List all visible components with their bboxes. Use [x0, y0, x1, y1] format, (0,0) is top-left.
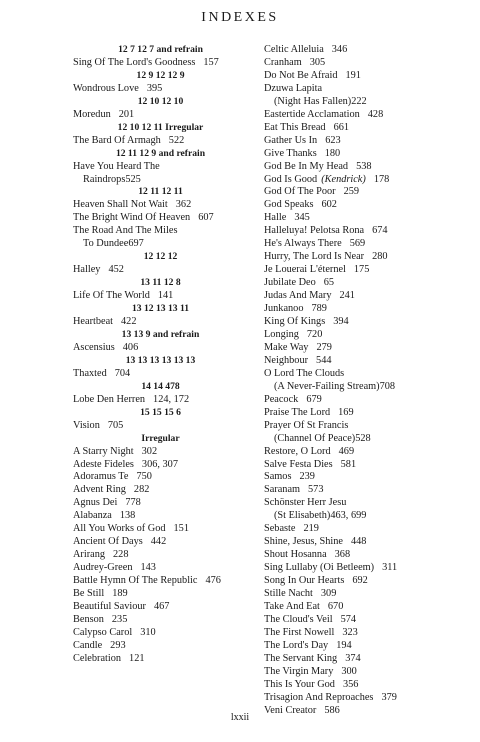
tune-name: Salve Festa Dies — [264, 458, 333, 470]
meter-heading: 13 12 13 13 11 — [131, 303, 190, 315]
index-entry — [73, 199, 273, 212]
index-entry — [264, 459, 474, 472]
tune-name: Eat This Bread — [264, 121, 326, 133]
index-entry — [264, 161, 474, 174]
index-entry — [73, 225, 273, 238]
tune-name: The Cloud's Veil — [264, 613, 333, 625]
hymn-number: 280 — [372, 251, 388, 263]
hymn-number: 305 — [309, 56, 326, 68]
hymn-number: 406 — [122, 341, 139, 353]
hymn-number: 661 — [333, 121, 350, 133]
index-entry — [264, 588, 474, 601]
index-entry — [73, 588, 273, 601]
tune-name: God Speaks — [264, 199, 314, 211]
hymn-number: 789 — [311, 303, 327, 315]
index-column-left — [73, 44, 273, 666]
hymn-number: 602 — [321, 199, 337, 211]
index-entry — [73, 394, 273, 407]
index-entry — [73, 316, 273, 329]
hymn-number: 310 — [140, 626, 156, 638]
hymn-number: 442 — [150, 536, 167, 548]
tune-name: Calypso Carol — [73, 626, 133, 638]
hymn-number: 239 — [299, 471, 315, 483]
meter-heading: 12 7 12 7 and refrain — [118, 44, 203, 55]
hymn-number: 345 — [294, 212, 310, 224]
hymn-number: 189 — [112, 588, 128, 600]
tune-name: The Lord's Day — [264, 639, 329, 651]
meter-heading: 15 15 15 6 — [140, 406, 181, 418]
hymn-number: 228 — [113, 549, 129, 561]
hymn-number: 362 — [175, 199, 192, 211]
hymn-number: 697 — [128, 238, 144, 250]
index-entry — [264, 148, 474, 161]
tune-name: God Be In My Head — [264, 160, 349, 172]
hymn-number: 574 — [340, 613, 357, 625]
hymn-number: 394 — [333, 316, 349, 328]
hymn-number: 302 — [141, 445, 158, 457]
hymn-number: 522 — [168, 134, 185, 146]
hymn-number: 581 — [340, 458, 357, 470]
hymn-number: 569 — [349, 238, 366, 250]
hymn-number: 175 — [353, 264, 370, 276]
meter-heading: 12 12 12 — [143, 251, 178, 263]
index-entry — [73, 601, 273, 614]
index-entry — [264, 627, 474, 640]
tune-name: Schönster Herr Jesu — [264, 497, 347, 509]
hymn-number: 282 — [133, 484, 150, 496]
hymn-number: 428 — [367, 108, 384, 120]
tune-name: Halleluya! Pelotsa Rona — [264, 225, 365, 237]
index-column-right — [264, 44, 474, 718]
index-entry — [73, 614, 273, 627]
tune-qualifier: (Kendrick) — [321, 173, 366, 185]
index-entry — [73, 562, 273, 575]
index-entry — [264, 238, 474, 251]
tune-name: Heaven Shall Not Wait — [73, 199, 168, 211]
tune-name: Praise The Lord — [264, 406, 331, 418]
tune-name: Candle — [73, 639, 103, 651]
meter-heading: 13 11 12 8 — [140, 277, 181, 289]
tune-name: Give Thanks — [264, 147, 317, 159]
index-entry — [264, 653, 474, 666]
index-entry — [264, 342, 474, 355]
hymn-number: 65 — [323, 277, 335, 289]
index-entry — [264, 523, 474, 536]
meter-heading: 12 11 12 9 and refrain — [115, 147, 206, 159]
tune-name: Cranham — [264, 56, 302, 68]
index-entry — [264, 497, 474, 510]
index-entry — [264, 290, 474, 303]
hymn-number: 259 — [343, 186, 360, 198]
tune-name: Battle Hymn Of The Republic — [73, 575, 198, 587]
tune-name: Beautiful Saviour — [73, 600, 146, 612]
index-entry — [73, 161, 273, 174]
index-entry — [73, 471, 273, 484]
hymn-number: 422 — [121, 316, 137, 328]
tune-name: Eastertide Acclamation — [264, 108, 360, 120]
tune-name: Have You Heard The — [73, 160, 160, 172]
hymn-number: 124, 172 — [153, 393, 190, 405]
hymn-number: 476 — [205, 575, 221, 587]
tune-name: Wondrous Love — [73, 82, 139, 94]
tune-name: Trisagion And Reproaches — [264, 691, 374, 703]
tune-name: Neighbour — [264, 354, 309, 366]
index-entry — [73, 109, 273, 122]
tune-name: God Is Good — [264, 173, 318, 185]
index-entry-continuation — [264, 96, 474, 109]
tune-name: Ascensius — [73, 341, 115, 353]
tune-name: The First Nowell — [264, 626, 335, 638]
index-entry — [264, 122, 474, 135]
tune-name: (A Never-Failing Stream) — [274, 380, 380, 392]
hymn-number: 191 — [345, 69, 361, 81]
tune-name: Adeste Fideles — [73, 458, 134, 470]
index-entry — [73, 536, 273, 549]
hymn-number: 720 — [306, 328, 323, 340]
index-entry — [73, 135, 273, 148]
index-entry — [264, 316, 474, 329]
page-title: INDEXES — [201, 10, 279, 25]
index-entry — [264, 679, 474, 692]
tune-name: Prayer Of St Francis — [264, 419, 349, 431]
hymn-number: 219 — [303, 523, 319, 535]
tune-name: Moredun — [73, 108, 111, 120]
index-entry — [73, 420, 273, 433]
index-entry — [73, 368, 273, 381]
hymn-number: 528 — [355, 432, 371, 444]
tune-name: Audrey-Green — [73, 562, 133, 574]
tune-name: Sebaste — [264, 523, 296, 535]
tune-name: The Servant King — [264, 652, 338, 664]
tune-name: A Starry Night — [73, 445, 134, 457]
index-entry — [264, 264, 474, 277]
hymn-number: 452 — [108, 264, 124, 276]
index-entry-continuation — [73, 174, 273, 187]
tune-name: Benson — [73, 613, 104, 625]
hymn-number: 374 — [345, 652, 361, 664]
tune-name: Lobe Den Herren — [73, 393, 146, 405]
index-entry — [264, 174, 474, 187]
tune-name: Do Not Be Afraid — [264, 69, 338, 81]
tune-name: Hurry, The Lord Is Near — [264, 251, 365, 263]
index-entry — [73, 653, 273, 666]
tune-name: To Dundee — [83, 238, 129, 250]
hymn-number: 674 — [372, 225, 388, 237]
hymn-number: 151 — [173, 523, 189, 535]
meter-heading: 12 9 12 12 9 — [136, 69, 185, 81]
hymn-number: 778 — [125, 497, 141, 509]
tune-name: (Night Has Fallen) — [274, 95, 352, 107]
hymn-number: 750 — [136, 471, 152, 483]
tune-name: Arirang — [73, 549, 106, 561]
hymn-number: 586 — [324, 704, 340, 716]
tune-name: Be Still — [73, 588, 105, 600]
hymn-number: 573 — [308, 484, 324, 496]
index-entry — [264, 225, 474, 238]
index-entry — [264, 303, 474, 316]
tune-name: Shine, Jesus, Shine — [264, 536, 343, 548]
meter-heading: Irregular — [141, 432, 180, 444]
hymn-number: 538 — [356, 160, 372, 172]
index-entry — [73, 264, 273, 277]
hymn-number: 235 — [111, 613, 128, 625]
index-entry — [264, 355, 474, 368]
index-entry — [73, 523, 273, 536]
hymn-number: 623 — [325, 134, 341, 146]
index-entry — [264, 199, 474, 212]
tune-name: Stille Nacht — [264, 588, 313, 600]
hymn-number: 157 — [203, 56, 219, 68]
tune-name: Celebration — [73, 652, 122, 664]
hymn-number: 469 — [338, 445, 355, 457]
index-entry — [264, 329, 474, 342]
hymn-number: 356 — [342, 678, 359, 690]
index-entry — [73, 446, 273, 459]
index-entry — [264, 368, 474, 381]
hymn-number: 143 — [140, 562, 156, 574]
hymn-number: 670 — [327, 600, 344, 612]
tune-name: Restore, O Lord — [264, 445, 331, 457]
tune-name: God Of The Poor — [264, 186, 336, 198]
index-entry — [264, 407, 474, 420]
hymn-number: 241 — [339, 290, 355, 302]
hymn-number: 448 — [350, 536, 367, 548]
index-entry — [264, 549, 474, 562]
tune-name: Take And Eat — [264, 600, 320, 612]
index-entry — [264, 186, 474, 199]
hymn-number: 692 — [352, 575, 368, 587]
tune-name: Sing Of The Lord's Goodness — [73, 56, 196, 68]
tune-name: Advent Ring — [73, 484, 126, 496]
hymn-number: 306, 307 — [141, 458, 178, 470]
index-entry — [264, 135, 474, 148]
tune-name: Judas And Mary — [264, 290, 332, 302]
index-entry — [73, 640, 273, 653]
hymn-number: 311 — [382, 562, 398, 574]
index-entry — [73, 510, 273, 523]
hymn-number: 121 — [129, 652, 145, 664]
index-entry — [264, 70, 474, 83]
tune-name: Raindrops — [83, 173, 126, 185]
meter-heading: 14 14 478 — [141, 380, 180, 392]
hymn-number: 395 — [146, 82, 163, 94]
tune-name: The Bright Wind Of Heaven — [73, 212, 191, 224]
hymn-number: 323 — [342, 626, 358, 638]
meter-heading: 13 13 13 13 13 13 — [125, 354, 196, 366]
meter-heading: 12 10 12 11 Irregular — [117, 121, 204, 133]
tune-name: Jubilate Deo — [264, 277, 316, 289]
hymn-number: 705 — [107, 419, 124, 431]
tune-name: Junkanoo — [264, 303, 304, 315]
tune-name: O Lord The Clouds — [264, 367, 345, 379]
hymn-number: 525 — [125, 173, 141, 185]
hymn-number: 704 — [114, 367, 131, 379]
index-entry — [73, 575, 273, 588]
tune-name: The Road And The Miles — [73, 225, 178, 237]
index-entry — [264, 394, 474, 407]
tune-name: Halley — [73, 264, 101, 276]
tune-name: Gather Us In — [264, 134, 318, 146]
tune-name: Agnus Dei — [73, 497, 118, 509]
index-entry — [73, 459, 273, 472]
tune-name: (Channel Of Peace) — [274, 432, 356, 444]
index-entry-continuation — [73, 238, 273, 251]
tune-name: Celtic Alleluia — [264, 44, 324, 55]
tune-name: (St Elisabeth) — [274, 510, 331, 522]
hymn-number: 679 — [306, 393, 322, 405]
index-entry — [264, 420, 474, 433]
tune-name: All You Works of God — [73, 523, 166, 535]
index-entry — [264, 640, 474, 653]
index-entry — [264, 57, 474, 70]
tune-name: Life Of The World — [73, 290, 150, 302]
index-entry — [264, 692, 474, 705]
index-entry — [73, 497, 273, 510]
index-entry — [73, 212, 273, 225]
hymn-number: 201 — [118, 108, 135, 120]
index-entry — [73, 627, 273, 640]
tune-name: Shout Hosanna — [264, 549, 327, 561]
index-entry — [264, 83, 474, 96]
hymn-number: 346 — [331, 44, 348, 55]
tune-name: Longing — [264, 328, 299, 340]
hymn-number: 178 — [373, 173, 390, 185]
index-entry — [264, 109, 474, 122]
index-entry — [73, 83, 273, 96]
index-entry — [73, 57, 273, 70]
index-entry-continuation — [264, 433, 474, 446]
hymn-number: 467 — [153, 600, 170, 612]
hymn-number: 138 — [119, 510, 136, 522]
tune-name: Song In Our Hearts — [264, 575, 345, 587]
index-entry-continuation — [264, 510, 474, 523]
tune-name: Veni Creator — [264, 704, 317, 716]
tune-name: King Of Kings — [264, 316, 326, 328]
tune-name: Ancient Of Days — [73, 536, 143, 548]
hymn-number: 379 — [381, 691, 397, 703]
index-entry — [264, 446, 474, 459]
tune-name: Vision — [73, 419, 100, 431]
tune-name: Sing Lullaby (Oi Betleem) — [264, 562, 375, 574]
index-entry — [264, 251, 474, 264]
hymn-number: 708 — [379, 380, 396, 392]
hymn-number: 300 — [341, 665, 357, 677]
meter-heading: 12 11 12 11 — [138, 186, 183, 198]
tune-name: Peacock — [264, 393, 299, 405]
index-entry — [264, 44, 474, 57]
hymn-number: 368 — [334, 549, 351, 561]
index-entry — [264, 562, 474, 575]
index-entry — [264, 212, 474, 225]
tune-name: Alabanza — [73, 510, 112, 522]
tune-name: He's Always There — [264, 238, 342, 250]
meter-heading: 13 13 9 and refrain — [121, 328, 200, 340]
tune-name: The Bard Of Armagh — [73, 134, 161, 146]
hymn-number: 463, 699 — [330, 510, 367, 522]
index-entry — [264, 484, 474, 497]
index-entry — [73, 342, 273, 355]
tune-name: Make Way — [264, 341, 309, 353]
hymn-number: 194 — [336, 639, 352, 651]
hymn-number: 293 — [110, 639, 126, 651]
index-entry — [264, 471, 474, 484]
hymn-number: 169 — [338, 406, 354, 418]
index-entry — [264, 601, 474, 614]
tune-name: Halle — [264, 212, 287, 224]
tune-name: Dzuwa Lapita — [264, 82, 323, 94]
index-entry — [264, 666, 474, 679]
hymn-number: 544 — [316, 354, 332, 366]
tune-name: Je Louerai L'éternel — [264, 264, 346, 276]
index-entry — [264, 277, 474, 290]
page-number: lxxii — [230, 712, 250, 723]
tune-name: Samos — [264, 471, 292, 483]
meter-heading: 12 10 12 10 — [137, 95, 184, 107]
tune-name: Saranam — [264, 484, 301, 496]
index-entry — [73, 549, 273, 562]
index-entry — [264, 536, 474, 549]
index-entry — [73, 290, 273, 303]
index-entry — [264, 614, 474, 627]
hymn-number: 309 — [320, 588, 337, 600]
tune-name: Thaxted — [73, 367, 107, 379]
hymn-number: 141 — [157, 290, 174, 302]
index-entry — [73, 484, 273, 497]
tune-name: Adoramus Te — [73, 471, 129, 483]
tune-name: The Virgin Mary — [264, 665, 334, 677]
tune-name: Heartbeat — [73, 316, 114, 328]
index-entry — [264, 575, 474, 588]
hymn-number: 607 — [198, 212, 214, 224]
index-entry-continuation — [264, 381, 474, 394]
hymn-number: 279 — [316, 341, 332, 353]
hymn-number: 222 — [351, 95, 367, 107]
tune-name: This Is Your God — [264, 678, 335, 690]
hymn-number: 180 — [324, 147, 341, 159]
